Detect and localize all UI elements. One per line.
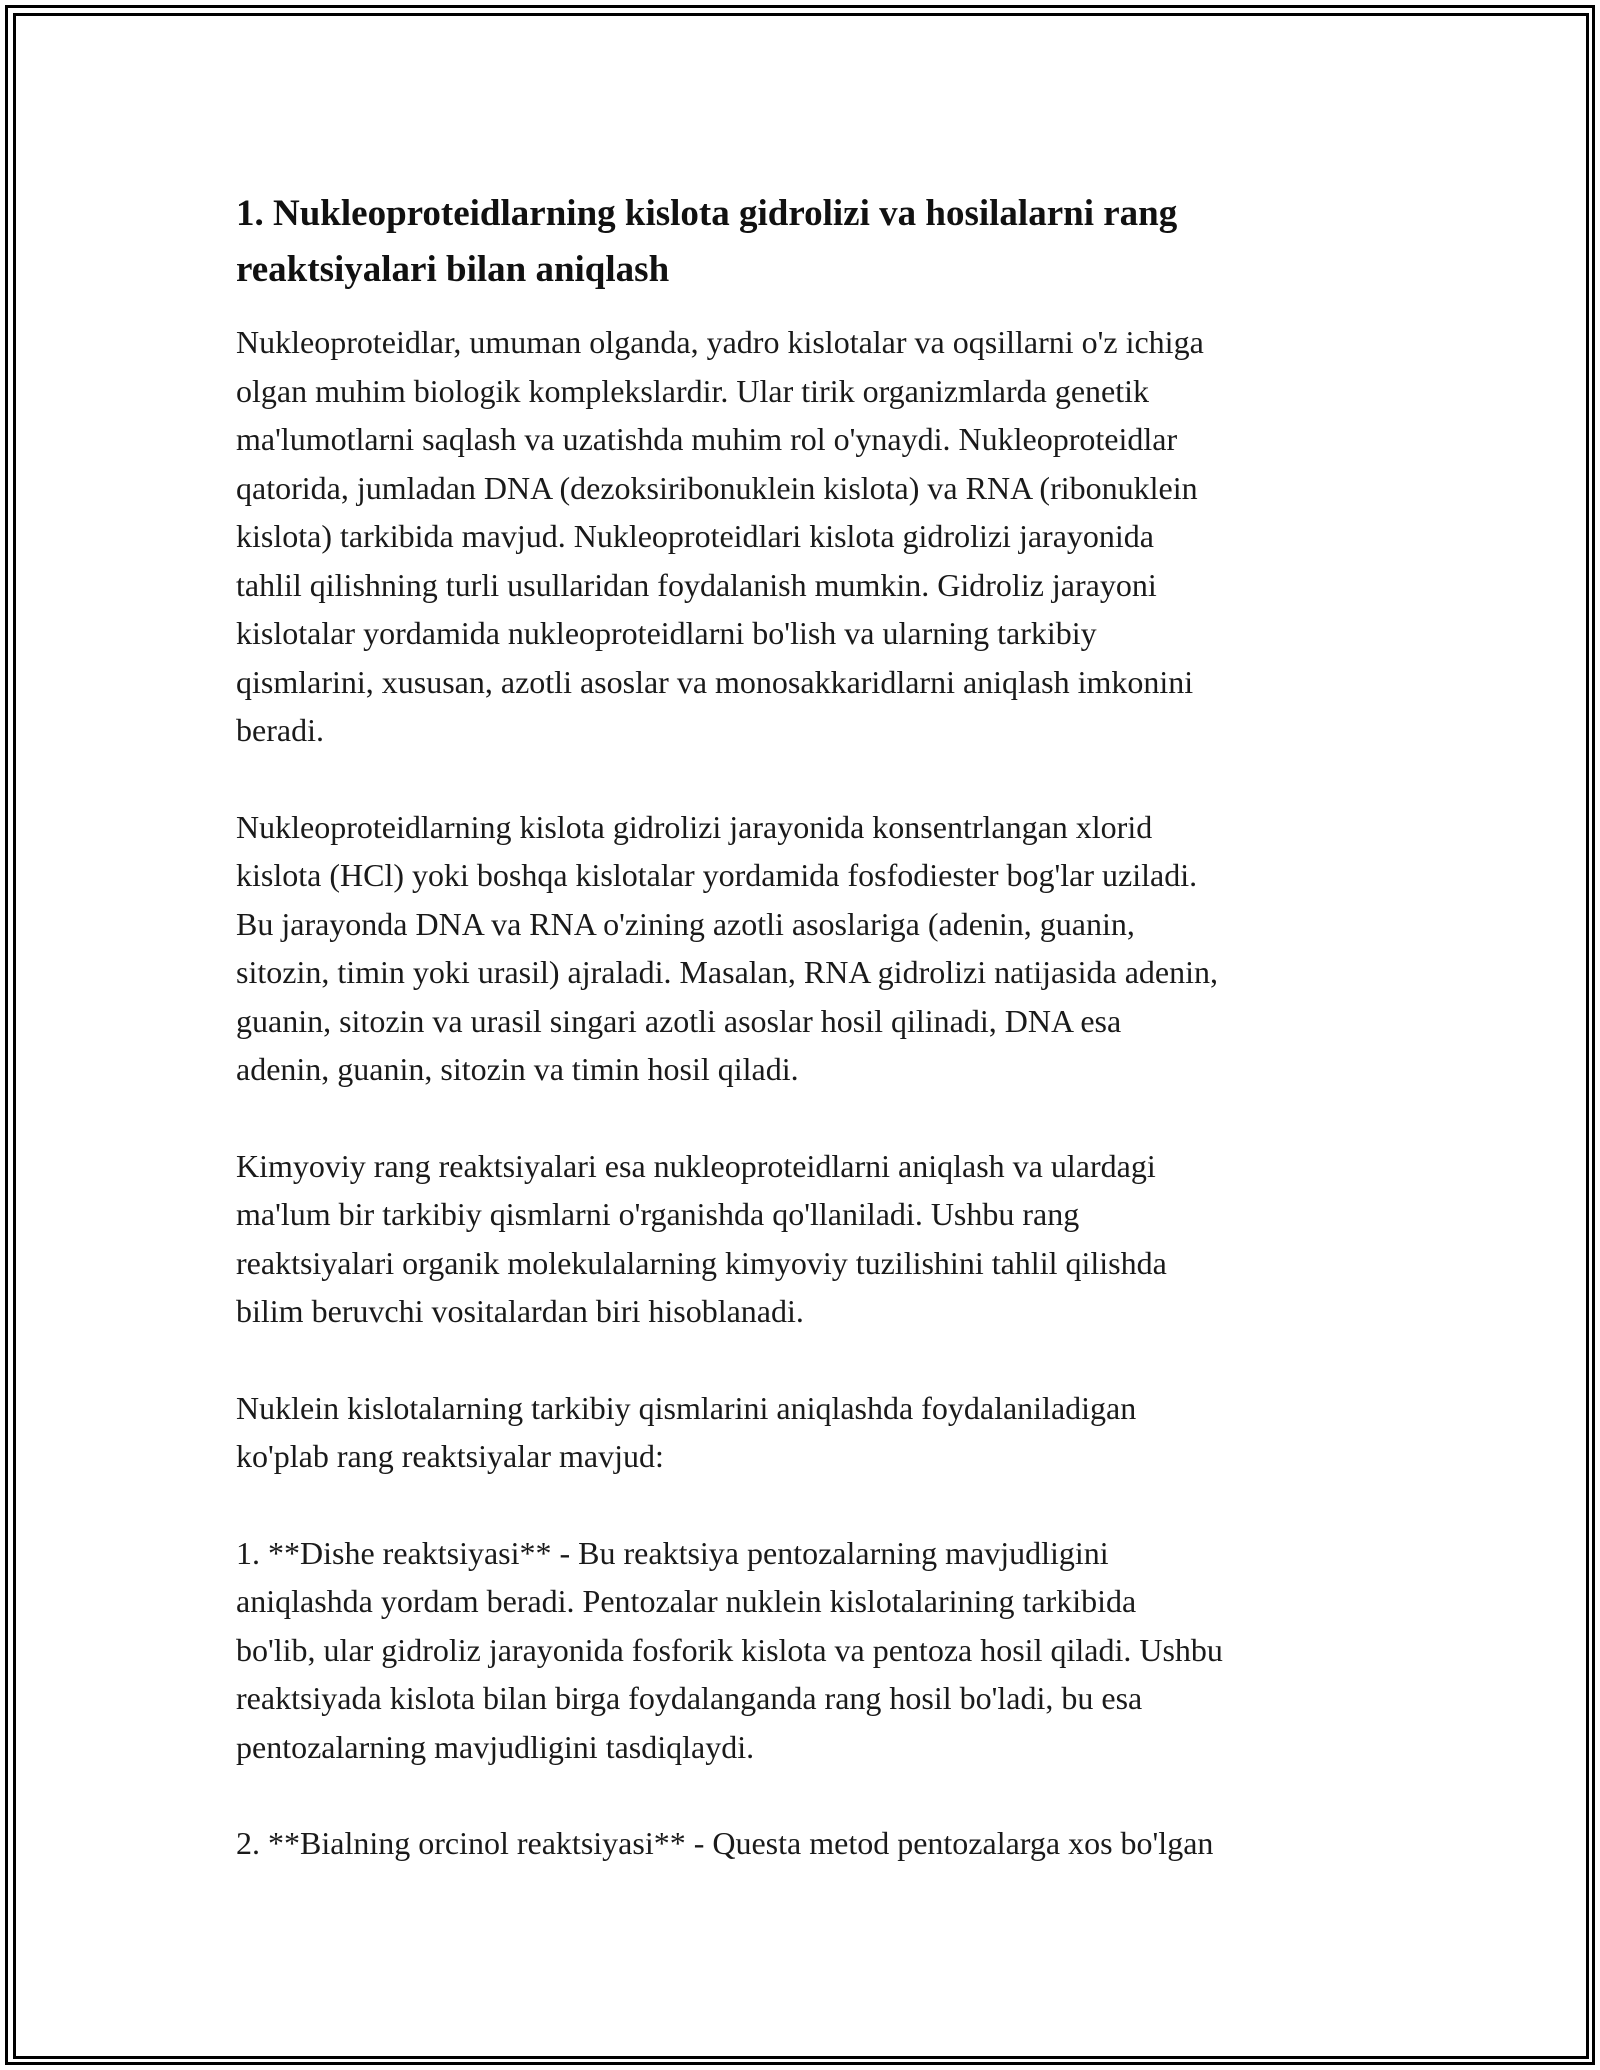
- text-line: ko'plab rang reaktsiyalar mavjud:: [236, 1438, 664, 1474]
- text-line: pentozalarning mavjudligini tasdiqlaydi.: [236, 1728, 755, 1765]
- title-line: reaktsiyalari bilan aniqlash: [236, 249, 670, 290]
- text-line: reaktsiyada kislota bilan birga foydalanganda rang hosil bo'ladi, bu esa: [236, 1680, 1143, 1716]
- text-line: ma'lumotlarni saqlash va uzatishda muhim rol o'ynaydi. Nukleoproteidlar: [236, 421, 1178, 457]
- paragraph-list-intro: [236, 1384, 1371, 1481]
- text-line: kislota) tarkibida mavjud. Nukleoproteidlari kislota gidrolizi jarayonida: [236, 518, 1154, 554]
- title-line: 1. Nukleoproteidlarning kislota gidrolizi va hosilalarni rang: [236, 193, 1178, 234]
- paragraph-intro: [236, 318, 1371, 755]
- text-line: tahlil qilishning turli usullaridan foydalanish mumkin. Gidroliz jarayoni: [236, 566, 1157, 603]
- paragraph-hydrolysis: [236, 803, 1371, 1094]
- text-line: guanin, sitozin va urasil singari azotli asoslar hosil qilinadi, DNA esa: [236, 1002, 1122, 1039]
- text-line: beradi.: [236, 712, 324, 748]
- text-line: Kimyoviy rang reaktsiyalari esa nukleoproteidlarni aniqlash va ulardagi: [236, 1147, 1156, 1184]
- text-line: kislotalar yordamida nukleoproteidlarni bo'lish va ularning tarkibiy: [236, 615, 1097, 651]
- document-body: [236, 186, 1371, 1916]
- section-title: [236, 186, 1371, 298]
- text-line: aniqlashda yordam beradi. Pentozalar nuklein kislotalarining tarkibida: [236, 1583, 1137, 1619]
- text-line: ma'lum bir tarkibiy qismlarni o'rganishda qo'llaniladi. Ushbu rang: [236, 1196, 1080, 1232]
- text-line: olgan muhim biologik komplekslardir. Ular tirik organizmlarda genetik: [236, 372, 1149, 409]
- text-line: kislota (HCl) yoki boshqa kislotalar yordamida fosfodiester bog'lar uziladi.: [236, 857, 1198, 893]
- text-line: Nukleoproteidlar, umuman olganda, yadro kislotalar va oqsillarni o'z ichiga: [236, 324, 1204, 360]
- text-line: adenin, guanin, sitozin va timin hosil qiladi.: [236, 1051, 799, 1087]
- text-line: Nukleoproteidlarning kislota gidrolizi jarayonida konsentrlangan xlorid: [236, 808, 1153, 845]
- list-item-dishe: [236, 1529, 1371, 1772]
- paragraph-color-reactions: [236, 1142, 1371, 1336]
- text-line: Bu jarayonda DNA va RNA o'zining azotli asoslariga (adenin, guanin,: [236, 905, 1135, 942]
- text-line: bo'lib, ular gidroliz jarayonida fosforik kislota va pentoza hosil qiladi. Ushbu: [236, 1631, 1223, 1668]
- text-line: qatorida, jumladan DNA (dezoksiribonuklein kislota) va RNA (ribonuklein: [236, 469, 1198, 506]
- text-line: qismlarini, xususan, azotli asoslar va monosakkaridlarni aniqlash imkonini: [236, 663, 1194, 700]
- list-item-bial: [236, 1819, 1371, 1868]
- text-line: 1. **Dishe reaktsiyasi** - Bu reaktsiya pentozalarning mavjudligini: [236, 1534, 1109, 1571]
- text-line: bilim beruvchi vositalardan biri hisoblanadi.: [236, 1293, 804, 1329]
- text-line: sitozin, timin yoki urasil) ajraladi. Masalan, RNA gidrolizi natijasida adenin,: [236, 954, 1219, 990]
- text-line: Nuklein kislotalarning tarkibiy qismlarini aniqlashda foydalaniladigan: [236, 1389, 1137, 1426]
- text-line: 2. **Bialning orcinol reaktsiyasi** - Questa metod pentozalarga xos bo'lgan: [236, 1825, 1214, 1861]
- text-line: reaktsiyalari organik molekulalarning kimyoviy tuzilishini tahlil qilishda: [236, 1244, 1167, 1281]
